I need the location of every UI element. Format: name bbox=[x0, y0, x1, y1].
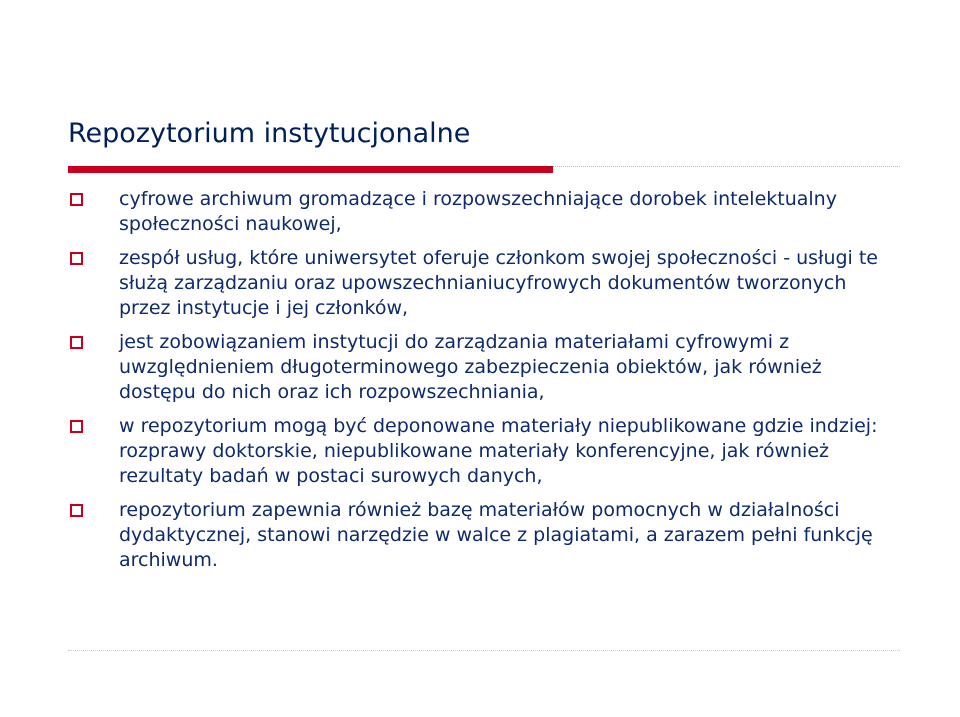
bullet-text: repozytorium zapewnia również bazę materiałów pomocnych w działalności dydaktycznej, stanowi narzędzie w walce z plagiatami, a zarazem pełni funkcję archiwum. bbox=[119, 499, 873, 571]
bullet-text: cyfrowe archiwum gromadzące i rozpowszechniające dorobek intelektualny społeczności naukowej, bbox=[119, 188, 837, 235]
bullet-item bbox=[70, 330, 900, 405]
bullet-text: zespół usług, które uniwersytet oferuje członkom swojej społeczności - usługi te służą zarządzaniu oraz upowszechnianiucyfrowych dokumentów tworzonych przez instytucje i jej członków, bbox=[119, 247, 878, 319]
bullet-item bbox=[70, 246, 900, 321]
square-bullet-icon bbox=[70, 193, 83, 206]
bullet-item bbox=[70, 498, 900, 573]
square-bullet-icon bbox=[70, 336, 83, 349]
bullet-text: w repozytorium mogą być deponowane materiały niepublikowane gdzie indziej: rozprawy doktorskie, niepublikowane materiały konferencyjne, jak również rezultaty badań w postaci surowych danych, bbox=[119, 415, 878, 487]
square-bullet-icon bbox=[70, 504, 83, 517]
bullet-item bbox=[70, 414, 900, 489]
title-underline-accent bbox=[68, 166, 553, 173]
bullet-item bbox=[70, 187, 900, 237]
title-underline-dotted bbox=[553, 166, 900, 167]
footer-divider bbox=[68, 650, 900, 651]
square-bullet-icon bbox=[70, 252, 83, 265]
square-bullet-icon bbox=[70, 420, 83, 433]
bullet-text: jest zobowiązaniem instytucji do zarządzania materiałami cyfrowymi z uwzględnieniem długoterminowego zabezpieczenia obiektów, jak również dostępu do nich oraz ich rozpowszechniania, bbox=[119, 331, 822, 403]
bullet-list bbox=[70, 187, 900, 582]
slide-title: Repozytorium instytucjonalne bbox=[68, 118, 471, 149]
